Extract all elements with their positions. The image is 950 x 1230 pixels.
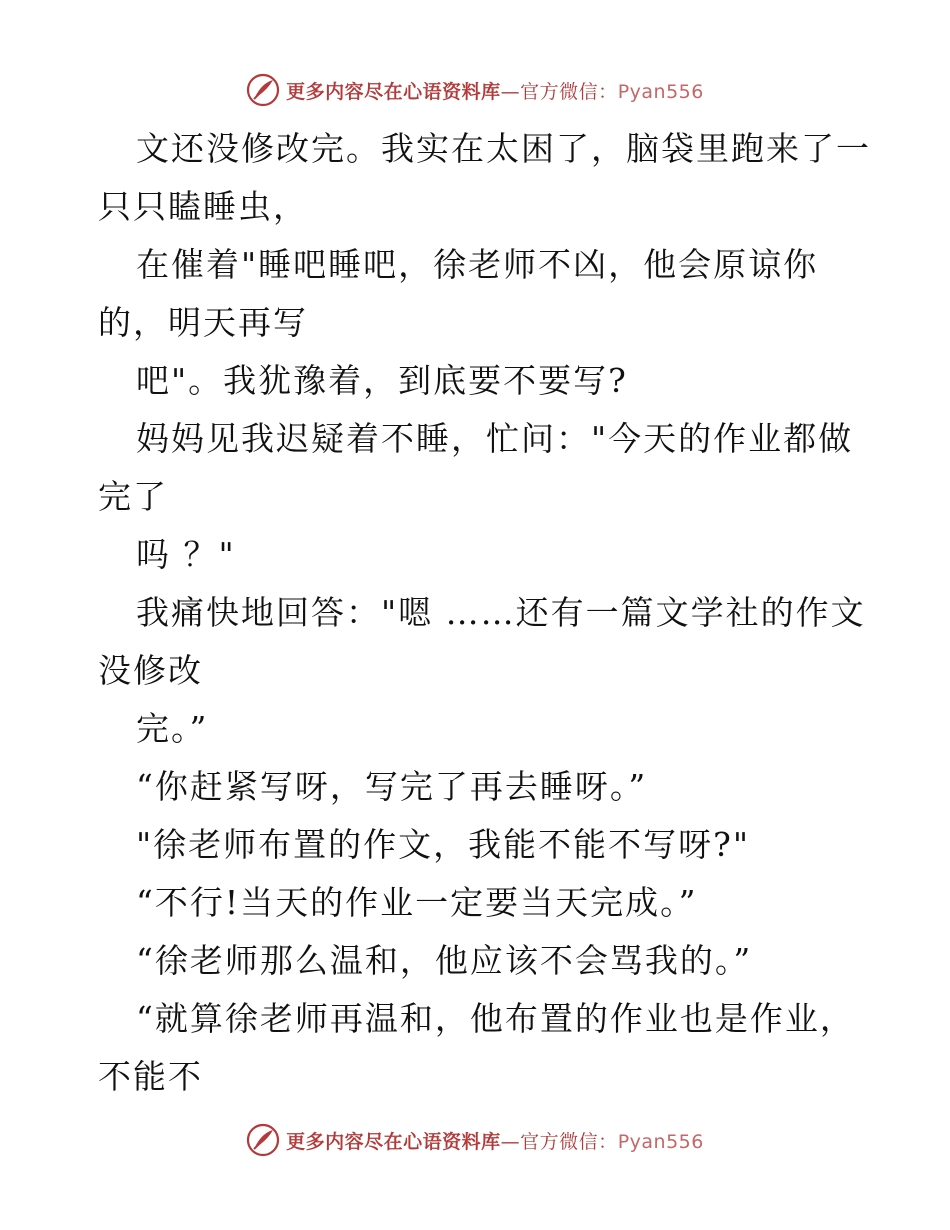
- header-wechat-id: Pyan556: [617, 80, 704, 103]
- text-line: 文还没修改完。我实在太困了，脑袋里跑来了一: [136, 129, 871, 168]
- text-line: 的，明天再写: [98, 303, 308, 342]
- text-line: “不行!当天的作业一定要当天完成。”: [136, 883, 698, 922]
- text-line: 没修改: [98, 651, 203, 690]
- footer-separator: —: [500, 1130, 521, 1153]
- text-line: “你赶紧写呀，写完了再去睡呀。”: [136, 767, 648, 806]
- document-body: [98, 120, 871, 1106]
- footer-suffix: 官方微信：: [520, 1130, 618, 1153]
- header-watermark: [0, 70, 950, 110]
- header-separator: —: [500, 80, 521, 103]
- footer-brand: 更多内容尽在心语资料库: [286, 1130, 501, 1153]
- footer-wechat-id: Pyan556: [617, 1130, 704, 1153]
- text-line: "徐老师布置的作文，我能不能不写呀?": [136, 825, 751, 864]
- text-line: “就算徐老师再温和，他布置的作业也是作业，: [136, 999, 855, 1038]
- text-line: 完了: [98, 477, 168, 516]
- header-brand: 更多内容尽在心语资料库: [286, 80, 501, 103]
- text-line: 在催着"睡吧睡吧，徐老师不凶，他会原谅你: [136, 245, 819, 284]
- footer-watermark: [0, 1120, 950, 1160]
- text-line: 不能不: [98, 1057, 203, 1096]
- header-suffix: 官方微信：: [520, 80, 618, 103]
- text-line: 吧"。我犹豫着，到底要不要写?: [136, 361, 628, 400]
- text-line: “徐老师那么温和，他应该不会骂我的。”: [136, 941, 753, 980]
- quill-logo-icon: [246, 73, 280, 107]
- footer-watermark-text: [286, 1127, 704, 1154]
- text-line: 我痛快地回答："嗯 ……还有一篇文学社的作文: [136, 593, 866, 632]
- quill-logo-icon: [246, 1123, 280, 1157]
- header-watermark-text: [286, 77, 704, 104]
- text-line: 妈妈见我迟疑着不睡，忙问："今天的作业都做: [136, 419, 854, 458]
- text-line: 完。”: [136, 709, 209, 748]
- text-line: 吗 ？": [136, 535, 236, 574]
- text-line: 只只瞌睡虫，: [98, 187, 308, 226]
